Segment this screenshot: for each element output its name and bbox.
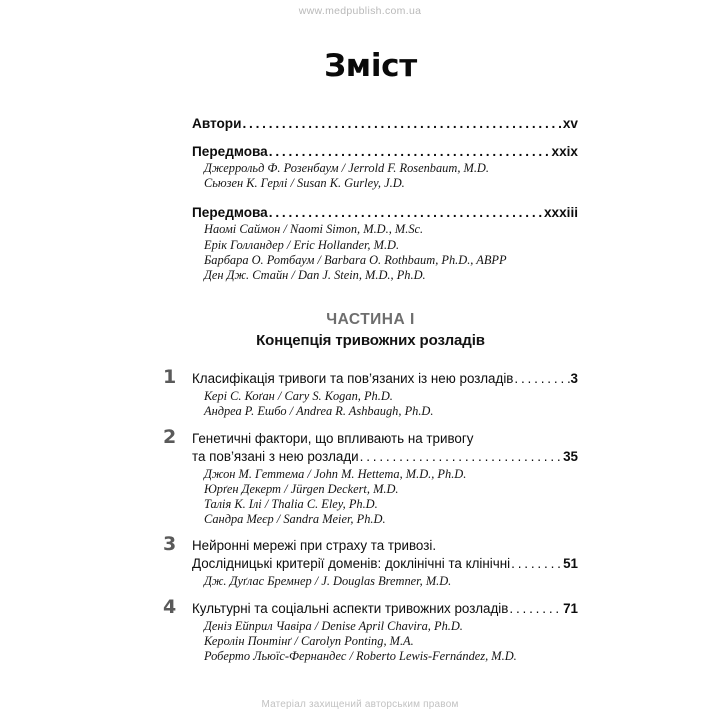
author-line: Деніз Ейприл Чавіра / Denise April Chavira, Ph.D. [204,618,463,633]
chapter-body [163,600,578,665]
author-line: Андреа Р. Ешбо / Andrea R. Ashbaugh, Ph.D. [204,404,434,419]
dot-leader [514,370,569,388]
toc-entry-line[interactable] [192,600,578,618]
author-list [192,574,578,589]
author-line: Роберто Льюїс-Фернандес / Roberto Lewis-Fernández, M.D. [204,649,517,664]
page-number: 3 [570,371,578,387]
author-line: Джеррольд Ф. Розенбаум / Jerrold F. Rosenbaum, M.D. [204,161,489,175]
author-list [192,389,578,419]
toc-entry-line[interactable] [192,205,578,220]
chapter-body [163,370,578,419]
chapter-number: 4 [163,595,177,618]
chapter-title: Класифікація тривоги та пов’язаних із нею розладів [192,371,514,387]
author-line: Талія К. Ілі / Thalia C. Eley, Ph.D. [204,497,378,512]
author-line: Наомі Саймон / Naomi Simon, M.D., M.Sc. [204,222,424,237]
page-number: xv [562,116,578,131]
part-title: Концепція тривожних розладів [256,332,485,350]
author-line: Сандра Меєр / Sandra Meier, Ph.D. [204,512,386,527]
frontmatter-entry [163,205,578,283]
chapter-title: Культурні та соціальні аспекти тривожних розладів [192,600,509,616]
page-number: 35 [563,448,578,464]
page-number: 51 [563,556,578,572]
author-list [192,161,578,191]
copyright-watermark-bottom: Матеріал захищений авторським правом [261,699,459,710]
chapter-entry[interactable] [163,366,578,419]
dot-leader [269,205,543,220]
toc-entry-line[interactable] [192,370,578,388]
dot-leader [242,116,561,131]
chapter-entry[interactable] [163,533,578,589]
dot-leader [269,144,551,159]
author-line: Кері С. Коґан / Cary S. Kogan, Ph.D. [204,389,393,404]
chapter-list [163,366,578,664]
chapter-body [163,537,578,589]
author-line: Джон М. Геттема / John M. Hettema, M.D., Ph.D. [204,466,467,481]
chapter-number: 2 [163,425,177,448]
chapter-title: та пов’язані з нею розлади [192,448,359,464]
author-list [192,467,578,528]
dot-leader [511,555,562,573]
page-number: xxxiii [543,205,578,221]
chapter-body [163,430,578,528]
toc-content [163,0,578,674]
frontmatter-title: Передмова [192,144,268,159]
chapter-entry[interactable] [163,595,578,665]
chapter-entry[interactable] [163,425,578,528]
author-line: Керолін Понтінґ / Carolyn Ponting, M.A. [204,633,414,648]
part-heading [163,311,578,349]
toc-entry-line[interactable] [192,144,578,159]
dot-leader [360,448,562,466]
author-list [192,222,578,283]
part-label: ЧАСТИНА I [326,311,415,329]
page-number: 71 [563,600,578,616]
author-line: Ден Дж. Стайн / Dan J. Stein, M.D., Ph.D. [204,268,426,283]
frontmatter-title: Автори [192,116,242,131]
page-title: Зміст [324,48,417,84]
chapter-number: 1 [163,366,177,389]
toc-entry-line[interactable] [192,116,578,131]
frontmatter-entry [163,116,578,131]
author-line: Барбара О. Ротбаум / Barbara O. Rothbaum, Ph.D., ABPP [204,252,507,267]
toc-entry-line[interactable] [192,555,578,573]
author-line: Юрґен Декерт / Jürgen Deckert, M.D. [204,481,399,496]
author-line: Дж. Дуґлас Бремнер / J. Douglas Bremner, M.D. [204,574,452,589]
chapter-number: 3 [163,533,177,556]
page-number: xxix [551,144,578,159]
author-line: Ерік Голландер / Eric Hollander, M.D. [204,237,400,252]
frontmatter-entry [163,144,578,191]
author-line: Сьюзен К. Герлі / Susan K. Gurley, J.D. [204,176,405,191]
site-watermark-top: www.medpublish.com.ua [298,5,422,17]
dot-leader [509,600,562,618]
chapter-title: Дослідницькі критерії доменів: доклінічні та клінічні [192,556,511,572]
chapter-title: Генетичні фактори, що впливають на тривогу [192,430,474,446]
frontmatter-title: Передмова [192,205,268,221]
author-list [192,619,578,665]
toc-entry-line[interactable] [192,448,578,466]
chapter-title: Нейронні мережі при страху та тривозі. [192,538,437,554]
frontmatter-list [163,116,578,283]
